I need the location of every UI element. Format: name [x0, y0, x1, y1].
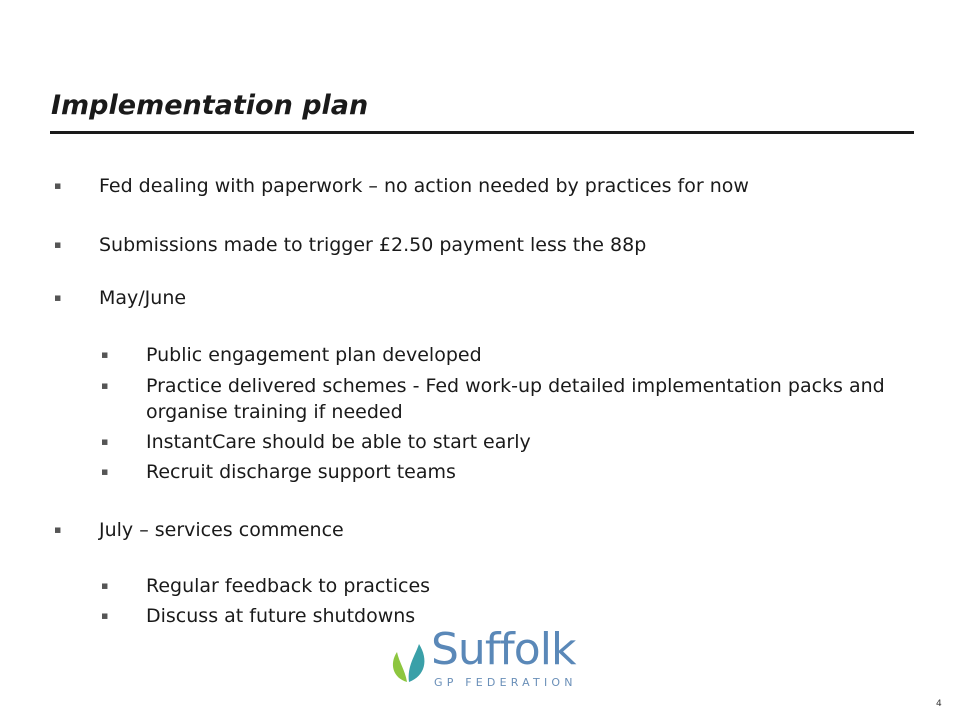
- bullet-text: Submissions made to trigger £2.50 payment less the 88p: [99, 234, 647, 256]
- title-underline: [50, 131, 914, 134]
- square-bullet-icon: ▪: [54, 523, 62, 536]
- logo-subtitle: GP FEDERATION: [434, 676, 577, 689]
- sub-bullet-text: Recruit discharge support teams: [146, 461, 456, 483]
- sub-bullet-text: Discuss at future shutdowns: [146, 605, 416, 627]
- square-bullet-icon: ▪: [101, 348, 109, 361]
- bullet-text: July – services commence: [99, 519, 344, 541]
- sub-bullet-text: Practice delivered schemes - Fed work-up detailed implementation packs and organise training if needed: [146, 375, 885, 423]
- sub-bullet-text: Public engagement plan developed: [146, 344, 482, 366]
- square-bullet-icon: ▪: [54, 179, 62, 192]
- page-number: 4: [936, 699, 942, 709]
- logo-wordmark: Suffolk: [431, 624, 576, 675]
- sub-bullet-text: InstantCare should be able to start early: [146, 431, 531, 453]
- suffolk-gp-federation-logo: [387, 624, 577, 692]
- square-bullet-icon: ▪: [101, 579, 109, 592]
- sub-bullet-text: Regular feedback to practices: [146, 575, 431, 597]
- bullet-text: May/June: [99, 287, 187, 309]
- leaf-icon: [387, 638, 431, 686]
- square-bullet-icon: ▪: [101, 465, 109, 478]
- square-bullet-icon: ▪: [101, 379, 109, 392]
- bullet-text: Fed dealing with paperwork – no action needed by practices for now: [99, 175, 749, 197]
- square-bullet-icon: ▪: [54, 291, 62, 304]
- square-bullet-icon: ▪: [101, 609, 109, 622]
- slide-title: Implementation plan: [51, 90, 369, 121]
- square-bullet-icon: ▪: [101, 435, 109, 448]
- square-bullet-icon: ▪: [54, 238, 62, 251]
